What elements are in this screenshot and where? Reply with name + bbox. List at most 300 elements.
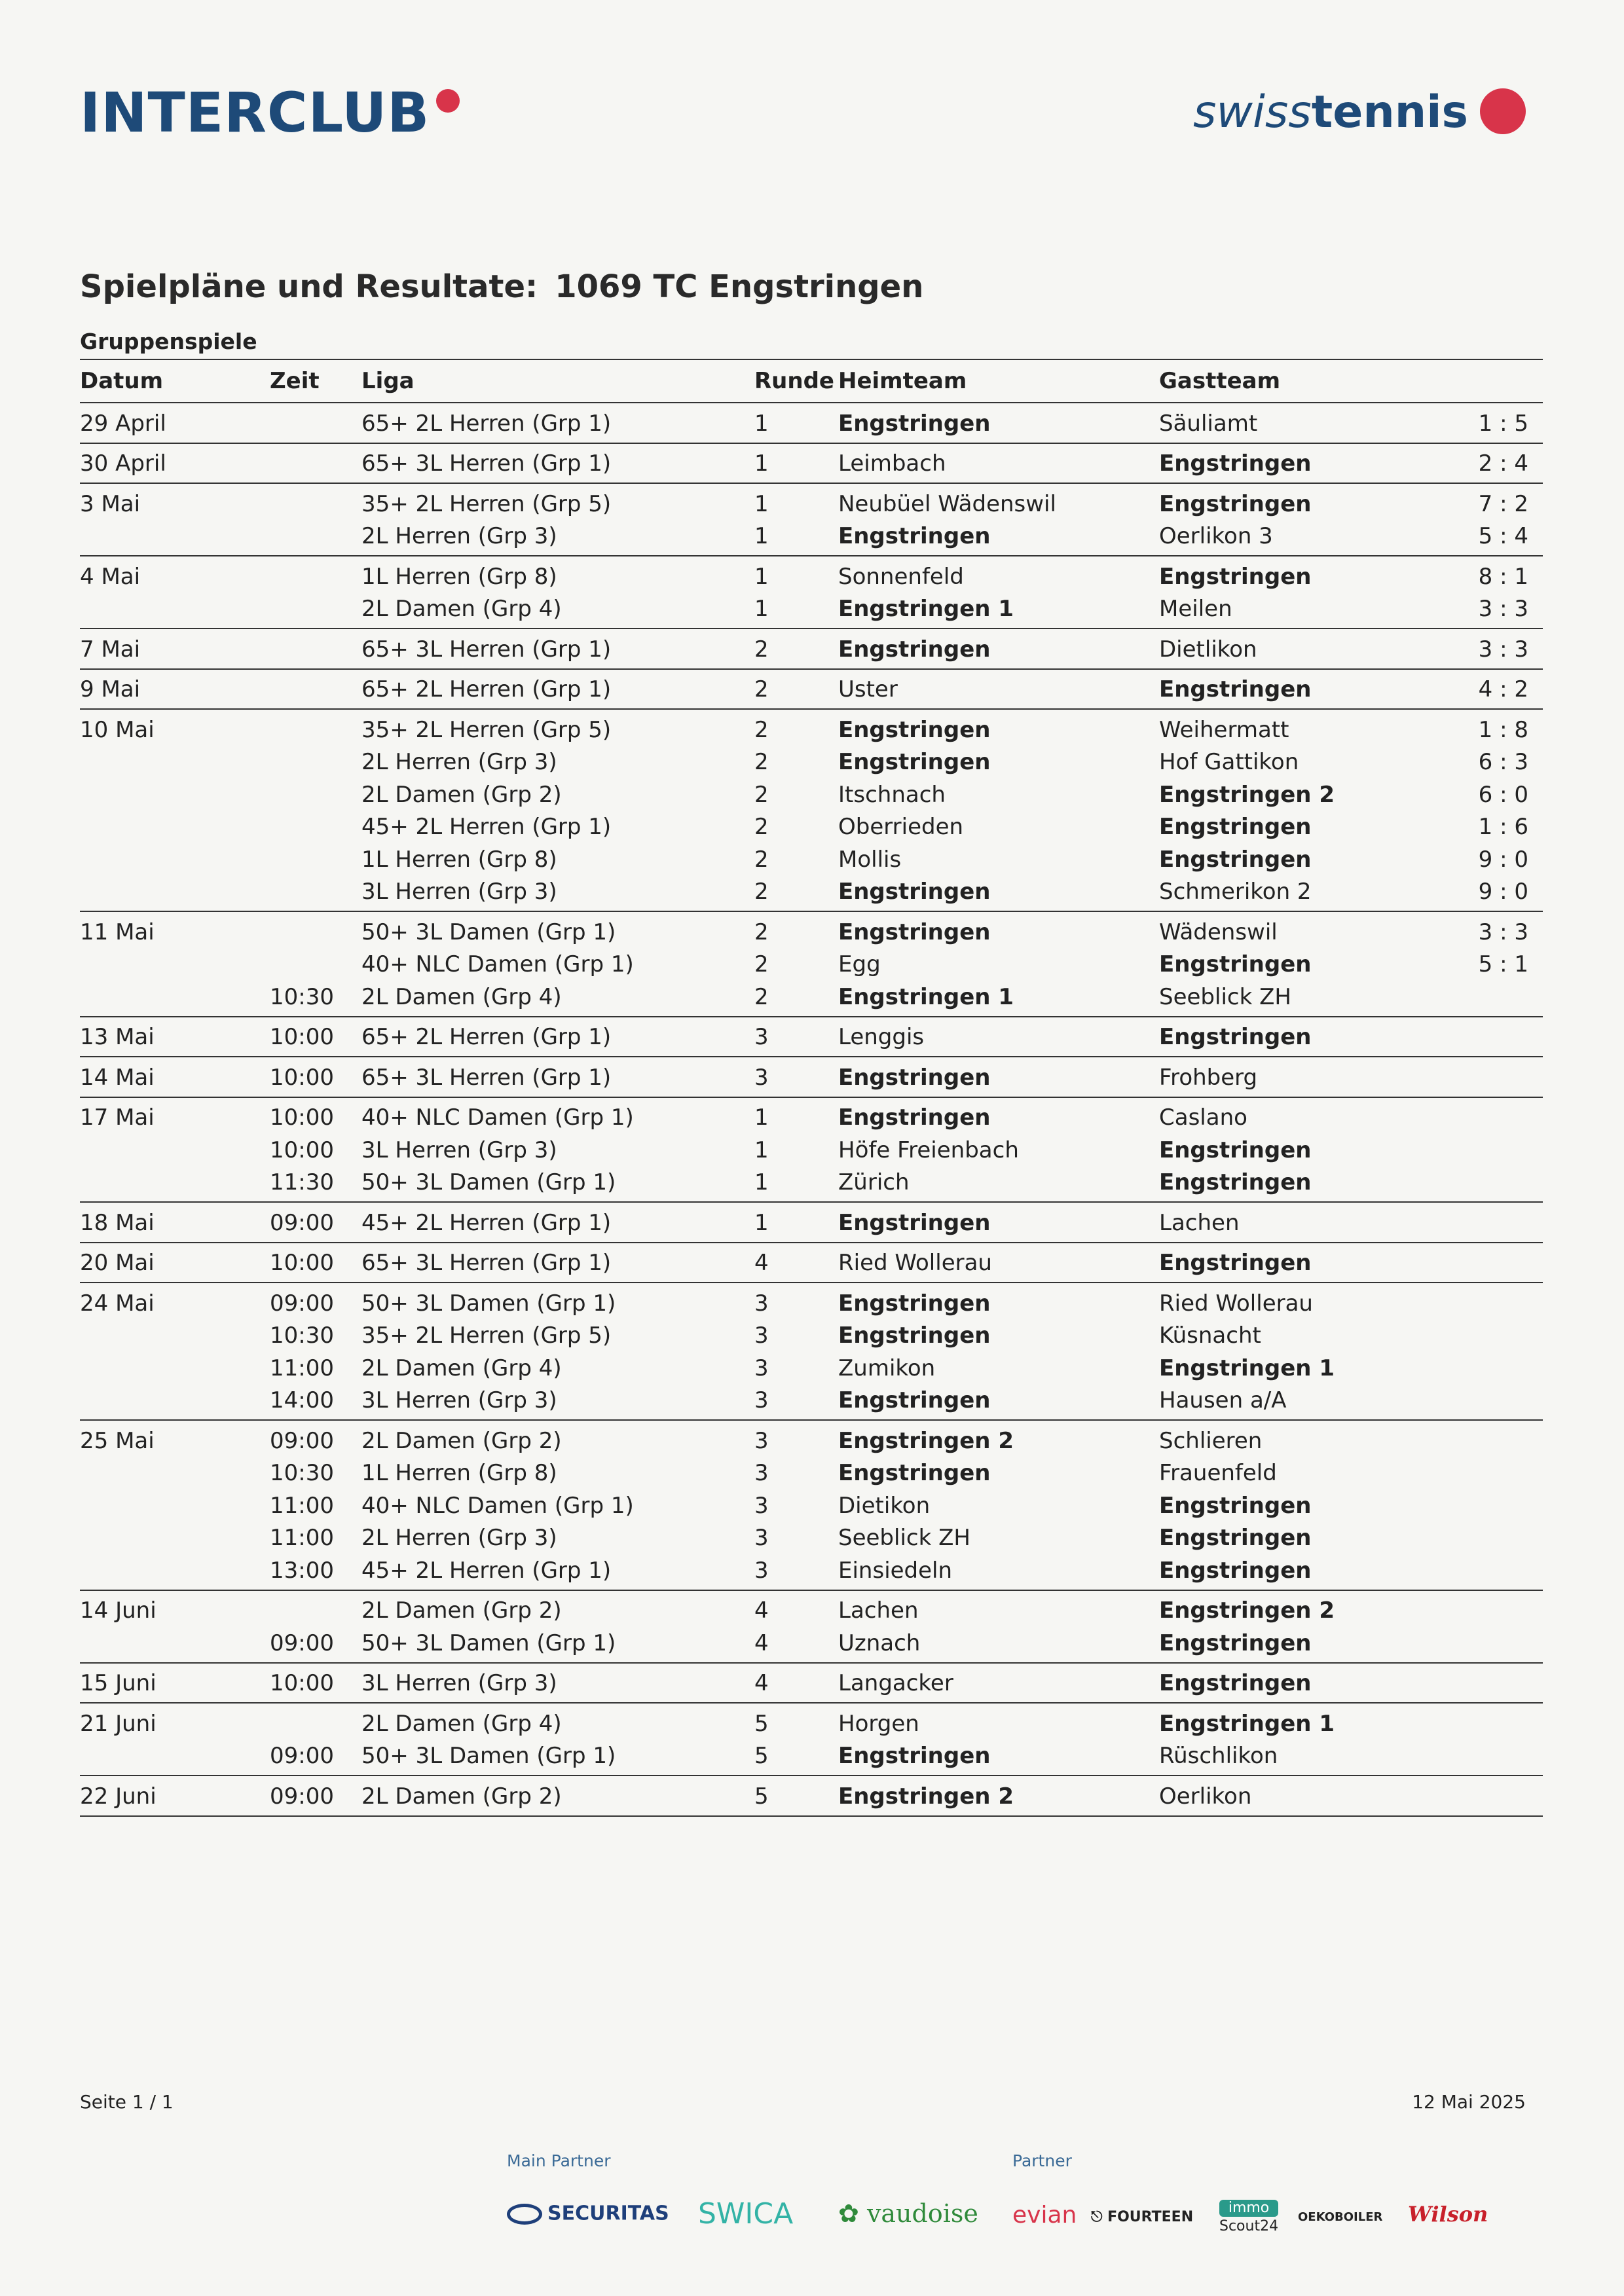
cell-runde: 1 <box>754 490 769 517</box>
cell-gastteam: Dietlikon <box>1159 636 1257 663</box>
cell-zeit: 09:00 <box>270 1427 334 1454</box>
cell-runde: 3 <box>754 1355 769 1381</box>
swica-logo: SWICA <box>698 2197 794 2231</box>
cell-gastteam: Engstringen 1 <box>1159 1710 1335 1737</box>
table-row <box>80 1134 1543 1167</box>
cell-runde: 1 <box>754 1169 769 1196</box>
date-group <box>80 1017 1543 1058</box>
cell-heimteam: Engstringen <box>838 1064 991 1091</box>
date-group <box>80 403 1543 444</box>
cell-runde: 3 <box>754 1525 769 1552</box>
table-row <box>80 1061 1543 1094</box>
cell-gastteam: Ried Wollerau <box>1159 1290 1313 1317</box>
cell-runde: 2 <box>754 749 769 776</box>
cell-heimteam: Engstringen <box>838 716 991 743</box>
cell-datum: 3 Mai <box>80 490 141 517</box>
date-group <box>80 1776 1543 1817</box>
cell-liga: 2L Damen (Grp 4) <box>361 983 562 1010</box>
table-row <box>80 1320 1543 1353</box>
cell-heimteam: Engstringen <box>838 523 991 550</box>
cell-heimteam: Engstringen <box>838 919 991 945</box>
table-row <box>80 876 1543 909</box>
cell-gastteam: Meilen <box>1159 596 1232 623</box>
securitas-logo: SECURITAS <box>507 2204 669 2225</box>
cell-liga: 2L Damen (Grp 2) <box>361 781 562 808</box>
cell-gastteam: Schlieren <box>1159 1427 1263 1454</box>
cell-runde: 3 <box>754 1492 769 1519</box>
cell-runde: 4 <box>754 1250 769 1277</box>
table-row <box>80 1102 1543 1135</box>
cell-runde: 2 <box>754 636 769 663</box>
cell-runde: 1 <box>754 410 769 437</box>
cell-datum: 7 Mai <box>80 636 141 663</box>
cell-heimteam: Engstringen 2 <box>838 1783 1014 1810</box>
cell-liga: 65+ 3L Herren (Grp 1) <box>361 636 612 663</box>
cell-liga: 3L Herren (Grp 3) <box>361 1670 557 1697</box>
cell-runde: 2 <box>754 846 769 873</box>
cell-runde: 2 <box>754 983 769 1010</box>
cell-gastteam: Engstringen <box>1159 814 1312 841</box>
section-title: Gruppenspiele <box>80 329 257 354</box>
main-partner-label: Main Partner <box>507 2151 611 2170</box>
cell-gastteam: Engstringen <box>1159 450 1312 477</box>
cell-liga: 65+ 2L Herren (Grp 1) <box>361 410 612 437</box>
date-group <box>80 556 1543 629</box>
print-date: 12 Mai 2025 <box>1412 2091 1526 2113</box>
page-title-label: Spielpläne und Resultate: <box>80 268 538 305</box>
date-group <box>80 484 1543 556</box>
cell-zeit: 09:00 <box>270 1783 334 1810</box>
cell-zeit: 10:00 <box>270 1024 334 1051</box>
cell-datum: 14 Mai <box>80 1064 155 1091</box>
cell-runde: 3 <box>754 1557 769 1584</box>
cell-datum: 21 Juni <box>80 1710 157 1737</box>
cell-datum: 24 Mai <box>80 1290 155 1317</box>
table-row <box>80 1489 1543 1522</box>
table-row <box>80 981 1543 1013</box>
cell-liga: 2L Damen (Grp 2) <box>361 1597 562 1624</box>
table-row <box>80 593 1543 626</box>
cell-gastteam: Engstringen <box>1159 563 1312 590</box>
cell-liga: 1L Herren (Grp 8) <box>361 1460 557 1487</box>
cell-gastteam: Engstringen <box>1159 1137 1312 1163</box>
cell-datum: 20 Mai <box>80 1250 155 1277</box>
column-header-liga: Liga <box>361 368 415 394</box>
cell-runde: 3 <box>754 1024 769 1051</box>
cell-heimteam: Uznach <box>838 1630 921 1656</box>
cell-runde: 2 <box>754 716 769 743</box>
table-body <box>80 403 1543 1817</box>
cell-gastteam: Engstringen <box>1159 1557 1312 1584</box>
table-row <box>80 1247 1543 1280</box>
cell-liga: 45+ 2L Herren (Grp 1) <box>361 1557 612 1584</box>
table-row <box>80 1522 1543 1555</box>
table-row <box>80 488 1543 520</box>
table-row <box>80 1667 1543 1700</box>
cell-resultat: 9 : 0 <box>1478 846 1528 873</box>
cell-resultat: 9 : 0 <box>1478 879 1528 905</box>
table-row <box>80 1595 1543 1628</box>
page-title <box>80 268 923 305</box>
cell-datum: 18 Mai <box>80 1209 155 1236</box>
table-row <box>80 1740 1543 1773</box>
cell-datum: 30 April <box>80 450 166 477</box>
cell-runde: 1 <box>754 523 769 550</box>
table-row <box>80 560 1543 593</box>
cell-heimteam: Leimbach <box>838 450 946 477</box>
cell-datum: 4 Mai <box>80 563 141 590</box>
swisstennis-logo-swiss: swiss <box>1192 86 1312 138</box>
cell-runde: 4 <box>754 1597 769 1624</box>
cell-gastteam: Engstringen <box>1159 1525 1312 1552</box>
cell-runde: 5 <box>754 1743 769 1770</box>
date-group <box>80 1421 1543 1591</box>
cell-runde: 3 <box>754 1460 769 1487</box>
column-header-zeit: Zeit <box>270 368 320 394</box>
cell-gastteam: Oerlikon <box>1159 1783 1252 1810</box>
cell-heimteam: Höfe Freienbach <box>838 1137 1019 1163</box>
cell-datum: 9 Mai <box>80 676 141 703</box>
cell-runde: 1 <box>754 1137 769 1163</box>
cell-liga: 2L Herren (Grp 3) <box>361 523 557 550</box>
cell-liga: 65+ 3L Herren (Grp 1) <box>361 450 612 477</box>
cell-gastteam: Säuliamt <box>1159 410 1258 437</box>
cell-gastteam: Engstringen 2 <box>1159 781 1335 808</box>
cell-resultat: 5 : 4 <box>1478 523 1528 550</box>
cell-gastteam: Weihermatt <box>1159 716 1289 743</box>
table-row <box>80 843 1543 876</box>
cell-datum: 25 Mai <box>80 1427 155 1454</box>
cell-liga: 45+ 2L Herren (Grp 1) <box>361 1209 612 1236</box>
swisstennis-logo <box>1192 86 1526 138</box>
interclub-logo-text: INTERCLUB <box>80 81 430 145</box>
cell-resultat: 6 : 0 <box>1478 781 1528 808</box>
cell-runde: 3 <box>754 1427 769 1454</box>
date-group <box>80 1243 1543 1284</box>
cell-runde: 3 <box>754 1322 769 1349</box>
table-row <box>80 674 1543 706</box>
date-group <box>80 710 1543 912</box>
cell-liga: 2L Herren (Grp 3) <box>361 749 557 776</box>
cell-zeit: 09:00 <box>270 1209 334 1236</box>
cell-resultat: 1 : 8 <box>1478 716 1528 743</box>
cell-gastteam: Engstringen <box>1159 951 1312 978</box>
column-header-heimteam: Heimteam <box>838 368 967 394</box>
cell-runde: 2 <box>754 919 769 945</box>
cell-liga: 2L Damen (Grp 4) <box>361 1355 562 1381</box>
date-group <box>80 1664 1543 1704</box>
date-group <box>80 629 1543 670</box>
cell-heimteam: Engstringen 1 <box>838 596 1014 623</box>
table-row <box>80 1207 1543 1239</box>
column-header-gastteam: Gastteam <box>1159 368 1281 394</box>
cell-liga: 35+ 2L Herren (Grp 5) <box>361 716 612 743</box>
table-row <box>80 1021 1543 1054</box>
cell-liga: 45+ 2L Herren (Grp 1) <box>361 814 612 841</box>
cell-runde: 2 <box>754 676 769 703</box>
cell-gastteam: Schmerikon 2 <box>1159 879 1312 905</box>
cell-runde: 3 <box>754 1064 769 1091</box>
cell-liga: 50+ 3L Damen (Grp 1) <box>361 1290 616 1317</box>
cell-datum: 13 Mai <box>80 1024 155 1051</box>
cell-heimteam: Engstringen <box>838 1460 991 1487</box>
schedule-table <box>80 359 1543 1817</box>
cell-resultat: 1 : 6 <box>1478 814 1528 841</box>
cell-heimteam: Engstringen <box>838 1290 991 1317</box>
eye-icon <box>507 2204 542 2225</box>
cell-gastteam: Frohberg <box>1159 1064 1258 1091</box>
cell-gastteam: Engstringen <box>1159 676 1312 703</box>
fourteen-logo: ⎋ FOURTEEN <box>1091 2209 1194 2225</box>
cell-datum: 15 Juni <box>80 1670 157 1697</box>
cell-heimteam: Engstringen <box>838 1322 991 1349</box>
cell-gastteam: Wädenswil <box>1159 919 1278 945</box>
cell-gastteam: Hof Gattikon <box>1159 749 1299 776</box>
cell-heimteam: Sonnenfeld <box>838 563 964 590</box>
cell-runde: 2 <box>754 814 769 841</box>
cell-gastteam: Hausen a/A <box>1159 1387 1287 1414</box>
cell-runde: 3 <box>754 1387 769 1414</box>
table-row <box>80 1352 1543 1385</box>
cell-gastteam: Engstringen 2 <box>1159 1597 1335 1624</box>
cell-liga: 2L Damen (Grp 4) <box>361 1710 562 1737</box>
cell-heimteam: Zürich <box>838 1169 910 1196</box>
cell-gastteam: Engstringen <box>1159 1024 1312 1051</box>
cell-heimteam: Engstringen 1 <box>838 983 1014 1010</box>
date-group <box>80 912 1543 1017</box>
cell-gastteam: Seeblick ZH <box>1159 983 1291 1010</box>
cell-heimteam: Neubüel Wädenswil <box>838 490 1056 517</box>
page-number: Seite 1 / 1 <box>80 2091 174 2113</box>
cell-heimteam: Itschnach <box>838 781 946 808</box>
tennis-ball-icon <box>436 89 460 113</box>
cell-heimteam: Zumikon <box>838 1355 936 1381</box>
cell-resultat: 7 : 2 <box>1478 490 1528 517</box>
cell-zeit: 09:00 <box>270 1743 334 1770</box>
cell-zeit: 11:00 <box>270 1492 334 1519</box>
cell-resultat: 8 : 1 <box>1478 563 1528 590</box>
cell-heimteam: Lenggis <box>838 1024 925 1051</box>
cell-datum: 11 Mai <box>80 919 155 945</box>
table-row <box>80 1167 1543 1199</box>
oekoboiler-logo: OEKOBOILER <box>1298 2210 1383 2224</box>
table-row <box>80 1627 1543 1660</box>
table-row <box>80 746 1543 779</box>
cell-heimteam: Seeblick ZH <box>838 1525 970 1552</box>
table-row <box>80 520 1543 553</box>
cell-resultat: 2 : 4 <box>1478 450 1528 477</box>
cell-gastteam: Engstringen <box>1159 846 1312 873</box>
cell-runde: 1 <box>754 596 769 623</box>
cell-liga: 65+ 3L Herren (Grp 1) <box>361 1064 612 1091</box>
cell-heimteam: Egg <box>838 951 881 978</box>
table-row <box>80 916 1543 949</box>
cell-resultat: 6 : 3 <box>1478 749 1528 776</box>
cell-liga: 1L Herren (Grp 8) <box>361 846 557 873</box>
cell-zeit: 11:30 <box>270 1169 334 1196</box>
cell-datum: 22 Juni <box>80 1783 157 1810</box>
cell-heimteam: Engstringen <box>838 1387 991 1414</box>
cell-runde: 1 <box>754 1209 769 1236</box>
table-row <box>80 778 1543 811</box>
cell-liga: 65+ 3L Herren (Grp 1) <box>361 1250 612 1277</box>
table-row <box>80 1425 1543 1457</box>
cell-zeit: 11:00 <box>270 1525 334 1552</box>
cell-runde: 1 <box>754 1104 769 1131</box>
cell-datum: 10 Mai <box>80 716 155 743</box>
cell-resultat: 3 : 3 <box>1478 596 1528 623</box>
table-row <box>80 633 1543 666</box>
date-group <box>80 1203 1543 1243</box>
cell-runde: 5 <box>754 1783 769 1810</box>
cell-runde: 2 <box>754 951 769 978</box>
cell-liga: 35+ 2L Herren (Grp 5) <box>361 490 612 517</box>
cell-zeit: 10:00 <box>270 1137 334 1163</box>
cell-runde: 2 <box>754 879 769 905</box>
evian-logo: evian <box>1012 2202 1077 2229</box>
cell-liga: 40+ NLC Damen (Grp 1) <box>361 951 634 978</box>
fourteen-icon: ⎋ <box>1091 2209 1103 2225</box>
cell-runde: 1 <box>754 563 769 590</box>
tennis-ball-icon <box>1480 88 1526 134</box>
cell-heimteam: Ried Wollerau <box>838 1250 992 1277</box>
cell-liga: 3L Herren (Grp 3) <box>361 1137 557 1163</box>
table-row <box>80 1707 1543 1740</box>
cell-zeit: 10:30 <box>270 983 334 1010</box>
cell-heimteam: Einsiedeln <box>838 1557 953 1584</box>
interclub-logo <box>80 81 460 145</box>
table-row <box>80 407 1543 440</box>
cell-gastteam: Engstringen <box>1159 1250 1312 1277</box>
cell-heimteam: Engstringen <box>838 1209 991 1236</box>
cell-runde: 1 <box>754 450 769 477</box>
cell-zeit: 10:30 <box>270 1460 334 1487</box>
column-header-datum: Datum <box>80 368 164 394</box>
cell-zeit: 10:30 <box>270 1322 334 1349</box>
cell-datum: 29 April <box>80 410 166 437</box>
cell-zeit: 11:00 <box>270 1355 334 1381</box>
cell-heimteam: Engstringen <box>838 410 991 437</box>
cell-resultat: 5 : 1 <box>1478 951 1528 978</box>
cell-heimteam: Horgen <box>838 1710 919 1737</box>
cell-zeit: 09:00 <box>270 1290 334 1317</box>
cell-zeit: 10:00 <box>270 1250 334 1277</box>
table-row <box>80 1554 1543 1587</box>
vaudoise-logo: ✿ vaudoise <box>838 2199 978 2228</box>
cell-liga: 1L Herren (Grp 8) <box>361 563 557 590</box>
cell-zeit: 10:00 <box>270 1064 334 1091</box>
table-row <box>80 811 1543 844</box>
cell-heimteam: Engstringen <box>838 636 991 663</box>
cell-liga: 3L Herren (Grp 3) <box>361 1387 557 1414</box>
date-group <box>80 1704 1543 1776</box>
cell-liga: 50+ 3L Damen (Grp 1) <box>361 1743 616 1770</box>
date-group <box>80 1098 1543 1203</box>
cell-datum: 17 Mai <box>80 1104 155 1131</box>
table-row <box>80 949 1543 981</box>
table-row <box>80 1457 1543 1490</box>
cell-liga: 40+ NLC Damen (Grp 1) <box>361 1104 634 1131</box>
cell-liga: 2L Herren (Grp 3) <box>361 1525 557 1552</box>
table-row <box>80 448 1543 481</box>
cell-zeit: 10:00 <box>270 1104 334 1131</box>
cell-gastteam: Lachen <box>1159 1209 1240 1236</box>
cell-heimteam: Lachen <box>838 1597 919 1624</box>
cell-liga: 2L Damen (Grp 2) <box>361 1783 562 1810</box>
cell-runde: 3 <box>754 1290 769 1317</box>
table-row <box>80 1780 1543 1813</box>
cell-liga: 50+ 3L Damen (Grp 1) <box>361 919 616 945</box>
cell-resultat: 4 : 2 <box>1478 676 1528 703</box>
cell-runde: 2 <box>754 781 769 808</box>
cell-gastteam: Rüschlikon <box>1159 1743 1278 1770</box>
cell-gastteam: Engstringen <box>1159 490 1312 517</box>
page-title-club: 1069 TC Engstringen <box>555 268 924 305</box>
cell-heimteam: Engstringen 2 <box>838 1427 1014 1454</box>
cell-gastteam: Engstringen <box>1159 1670 1312 1697</box>
cell-zeit: 09:00 <box>270 1630 334 1656</box>
cell-heimteam: Oberrieden <box>838 814 964 841</box>
cell-resultat: 3 : 3 <box>1478 636 1528 663</box>
cell-heimteam: Engstringen <box>838 749 991 776</box>
cell-gastteam: Engstringen <box>1159 1492 1312 1519</box>
cell-zeit: 10:00 <box>270 1670 334 1697</box>
cell-liga: 65+ 2L Herren (Grp 1) <box>361 676 612 703</box>
cell-resultat: 3 : 3 <box>1478 919 1528 945</box>
cell-liga: 40+ NLC Damen (Grp 1) <box>361 1492 634 1519</box>
cell-liga: 35+ 2L Herren (Grp 5) <box>361 1322 612 1349</box>
date-group <box>80 1283 1543 1421</box>
table-row <box>80 1385 1543 1417</box>
cell-runde: 5 <box>754 1710 769 1737</box>
cell-zeit: 13:00 <box>270 1557 334 1584</box>
cell-datum: 14 Juni <box>80 1597 157 1624</box>
cell-gastteam: Küsnacht <box>1159 1322 1261 1349</box>
cell-liga: 2L Damen (Grp 4) <box>361 596 562 623</box>
column-header-runde: Runde <box>754 368 834 394</box>
leaf-icon: ✿ <box>838 2199 859 2228</box>
table-row <box>80 1287 1543 1320</box>
date-group <box>80 1057 1543 1098</box>
cell-liga: 3L Herren (Grp 3) <box>361 879 557 905</box>
cell-gastteam: Caslano <box>1159 1104 1247 1131</box>
swisstennis-logo-tennis: tennis <box>1311 86 1468 138</box>
cell-runde: 4 <box>754 1630 769 1656</box>
wilson-logo: Wilson <box>1408 2202 1488 2227</box>
cell-gastteam: Engstringen 1 <box>1159 1355 1335 1381</box>
table-header <box>80 359 1543 403</box>
cell-heimteam: Uster <box>838 676 898 703</box>
date-group <box>80 670 1543 710</box>
cell-heimteam: Engstringen <box>838 879 991 905</box>
cell-gastteam: Oerlikon 3 <box>1159 523 1273 550</box>
cell-runde: 4 <box>754 1670 769 1697</box>
cell-heimteam: Dietikon <box>838 1492 931 1519</box>
cell-heimteam: Engstringen <box>838 1104 991 1131</box>
cell-gastteam: Engstringen <box>1159 1630 1312 1656</box>
cell-gastteam: Frauenfeld <box>1159 1460 1277 1487</box>
date-group <box>80 1591 1543 1664</box>
cell-heimteam: Engstringen <box>838 1743 991 1770</box>
cell-liga: 50+ 3L Damen (Grp 1) <box>361 1630 616 1656</box>
cell-heimteam: Langacker <box>838 1670 953 1697</box>
partner-label: Partner <box>1012 2151 1072 2170</box>
cell-liga: 65+ 2L Herren (Grp 1) <box>361 1024 612 1051</box>
cell-heimteam: Mollis <box>838 846 902 873</box>
cell-resultat: 1 : 5 <box>1478 410 1528 437</box>
cell-zeit: 14:00 <box>270 1387 334 1414</box>
table-row <box>80 714 1543 746</box>
